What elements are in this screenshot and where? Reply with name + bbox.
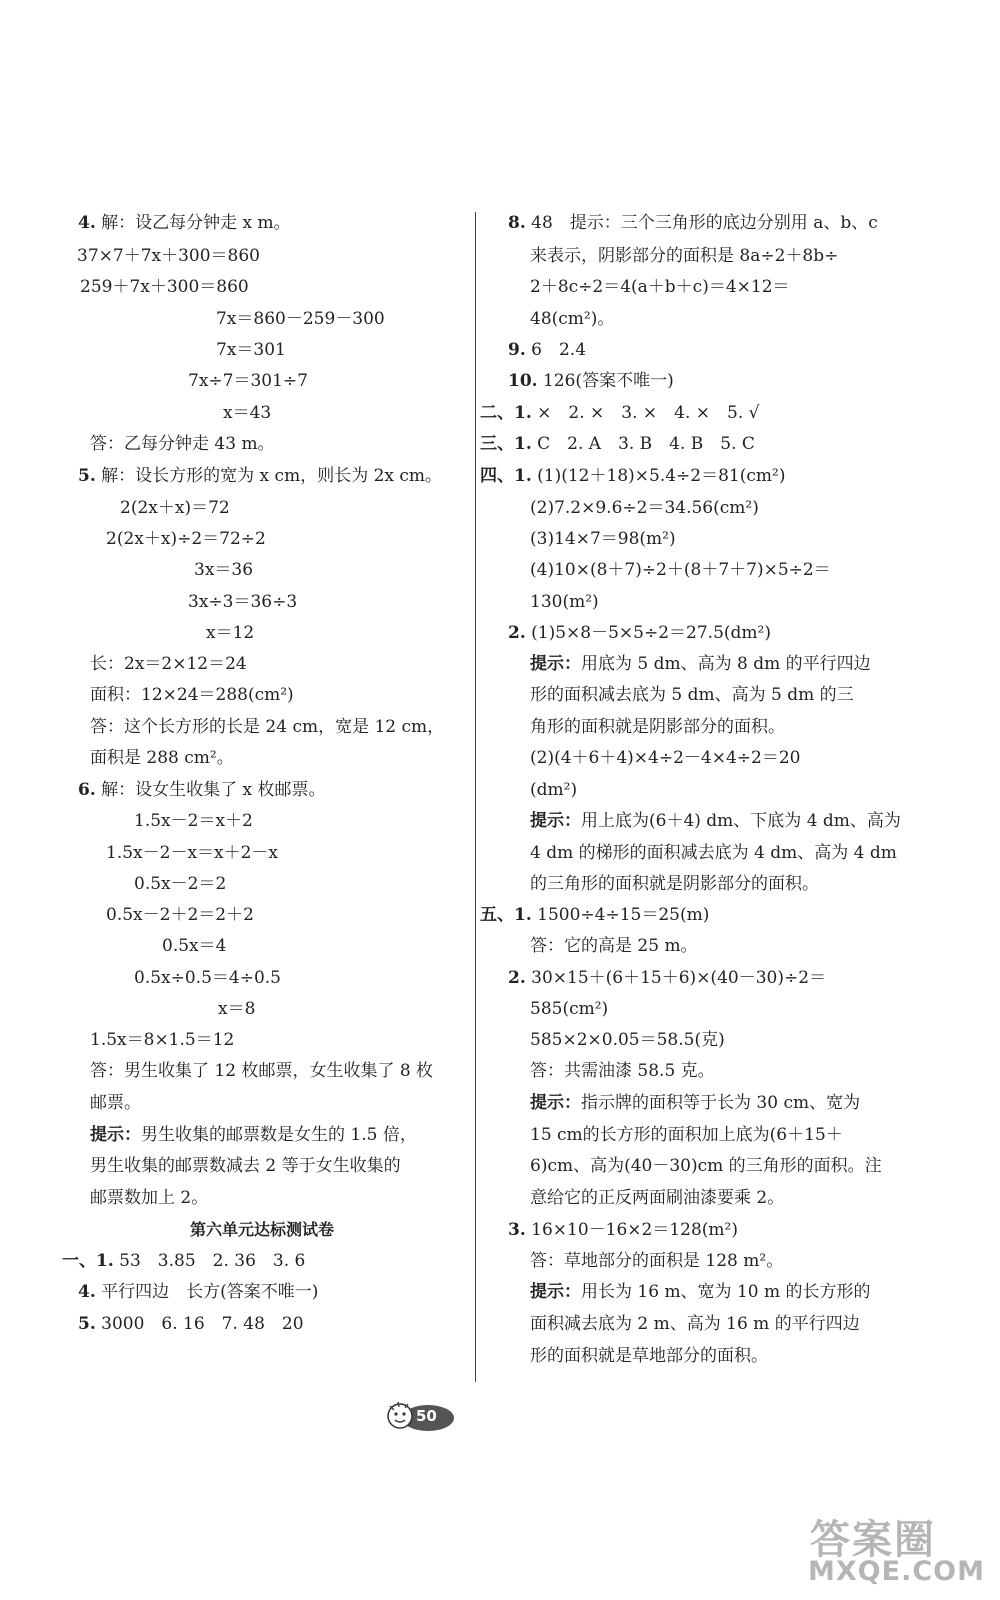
left-line: [90, 1092, 141, 1114]
hint-label: 提示：: [530, 1282, 581, 1302]
line-text: (2)7.2×9.6÷2＝34.56(cm²): [530, 498, 759, 518]
line-text: x＝12: [206, 623, 255, 643]
line-text: 3x÷3＝36÷3: [188, 592, 298, 612]
right-line: [530, 559, 831, 581]
line-text: 指示牌的面积等于长为 30 cm、宽为: [581, 1093, 861, 1113]
right-line: [530, 873, 819, 895]
right-line: [480, 904, 709, 926]
line-text: 面积减去底为 2 m、高为 16 m 的平行四边: [530, 1314, 860, 1334]
right-line: [508, 967, 826, 989]
line-text: 男生收集的邮票数是女生的 1.5 倍，: [141, 1125, 417, 1145]
item-number: 五、1.: [480, 905, 532, 925]
left-line: [188, 370, 308, 392]
left-line: [120, 497, 230, 519]
line-text: 2(2x＋x)＝72: [120, 498, 230, 518]
line-text: x＝43: [223, 403, 272, 423]
item-number: 4.: [78, 1282, 96, 1302]
line-text: 意给它的正反两面刷油漆要乘 2。: [530, 1188, 785, 1208]
line-text: 1500÷4÷15＝25(m): [537, 905, 710, 925]
line-text: 平行四边 长方(答案不唯一): [101, 1282, 319, 1302]
line-text: 解：设乙每分钟走 x m。: [101, 213, 291, 233]
hint-label: 提示：: [530, 654, 581, 674]
page-number: 50: [416, 1407, 437, 1425]
line-text: 0.5x÷0.5＝4÷0.5: [134, 968, 281, 988]
item-number: 6.: [78, 780, 96, 800]
right-line: [508, 370, 674, 392]
right-line: [508, 212, 878, 234]
left-line: [134, 810, 253, 832]
line-text: 用底为 5 dm、高为 8 dm 的平行四边: [581, 654, 871, 674]
line-text: 30×15＋(6＋15＋6)×(40－30)÷2＝: [531, 968, 827, 988]
right-line: [530, 779, 577, 801]
right-line: [508, 622, 771, 644]
left-line: [90, 653, 247, 675]
item-number: 四、1.: [480, 466, 532, 486]
left-line: [90, 1060, 433, 1082]
line-text: 53 3.85 2. 36 3. 6: [119, 1251, 306, 1271]
line-text: 37×7＋7x＋300＝860: [77, 246, 260, 266]
line-text: × 2. × 3. × 4. × 5. √: [537, 403, 760, 423]
right-line: [530, 276, 790, 298]
line-text: 用长为 16 m、宽为 10 m 的长方形的: [581, 1282, 871, 1302]
line-text: 3x＝36: [194, 560, 254, 580]
line-text: 答：这个长方形的长是 24 cm，宽是 12 cm，: [90, 717, 445, 737]
left-line: [62, 1250, 305, 1272]
left-line: [78, 1281, 318, 1303]
line-text: 1.5x－2＝x＋2: [134, 811, 253, 831]
line-text: 形的面积减去底为 5 dm、高为 5 dm 的三: [530, 685, 854, 705]
right-line: [530, 998, 608, 1020]
item-number: 3.: [508, 1220, 526, 1240]
left-line: [78, 212, 291, 234]
left-line: [90, 433, 275, 455]
left-line: [90, 716, 444, 738]
right-line: [530, 1155, 882, 1177]
item-number: 一、1.: [62, 1251, 114, 1271]
right-line: [530, 810, 901, 832]
right-line: [530, 1187, 784, 1209]
item-number: 5.: [78, 1314, 96, 1334]
line-text: (2)(4＋6＋4)×4÷2－4×4÷2＝20: [530, 748, 801, 768]
line-text: 2＋8c÷2＝4(a＋b＋c)＝4×12＝: [530, 277, 790, 297]
line-text: 的三角形的面积就是阴影部分的面积。: [530, 874, 819, 894]
line-text: 答：它的高是 25 m。: [530, 936, 698, 956]
hint-label: 提示：: [530, 1093, 581, 1113]
right-line: [530, 497, 759, 519]
right-line: [530, 716, 785, 738]
line-text: (4)10×(8＋7)÷2＋(8＋7＋7)×5÷2＝: [530, 560, 831, 580]
item-number: 4.: [78, 213, 96, 233]
left-line: [106, 904, 254, 926]
left-line: [78, 779, 326, 801]
right-line: [508, 339, 586, 361]
line-text: 答：乙每分钟走 43 m。: [90, 434, 275, 454]
left-line: [90, 1155, 401, 1177]
line-text: 用上底为(6＋4) dm、下底为 4 dm、高为: [581, 811, 901, 831]
right-line: [530, 1029, 725, 1051]
left-line: [188, 591, 297, 613]
watermark-url: MXQE.COM: [808, 1556, 985, 1587]
line-text: 16×10－16×2＝128(m²): [531, 1220, 739, 1240]
right-line: [530, 842, 897, 864]
left-line: [78, 465, 442, 487]
left-line: [162, 935, 226, 957]
line-text: 来表示，阴影部分的面积是 8a÷2＋8b÷: [530, 246, 839, 266]
hint-label: 提示：: [530, 811, 581, 831]
right-line: [530, 747, 800, 769]
line-text: 585(cm²): [530, 999, 609, 1019]
left-line: [106, 528, 266, 550]
left-line: [90, 1029, 234, 1051]
left-line: [106, 842, 278, 864]
line-text: 解：设女生收集了 x 枚邮票。: [101, 780, 326, 800]
right-line: [530, 1250, 783, 1272]
line-text: (dm²): [530, 780, 578, 800]
line-text: 面积是 288 cm²。: [90, 748, 234, 768]
line-text: 259＋7x＋300＝860: [80, 277, 249, 297]
line-text: 3000 6. 16 7. 48 20: [101, 1314, 304, 1334]
right-line: [530, 591, 599, 613]
line-text: 6)cm、高为(40－30)cm 的三角形的面积。注: [530, 1156, 882, 1176]
right-line: [530, 1092, 860, 1114]
left-line: [218, 998, 255, 1020]
left-line: [206, 622, 254, 644]
right-line: [530, 1345, 768, 1367]
right-line: [530, 684, 854, 706]
item-number: 9.: [508, 340, 526, 360]
item-number: 二、1.: [480, 403, 532, 423]
right-line: [530, 1060, 715, 1082]
item-number: 2.: [508, 968, 526, 988]
left-line: [80, 276, 249, 298]
line-text: 邮票。: [90, 1093, 141, 1113]
item-number: 2.: [508, 623, 526, 643]
line-text: (3)14×7＝98(m²): [530, 529, 676, 549]
line-text: 48 提示：三个三角形的底边分别用 a、b、c: [531, 213, 878, 233]
line-text: 0.5x－2＝2: [134, 874, 227, 894]
left-line: [90, 1187, 208, 1209]
left-line: [90, 684, 294, 706]
line-text: 130(m²): [530, 592, 599, 612]
item-number: 5.: [78, 466, 96, 486]
line-text: 0.5x－2＋2＝2＋2: [106, 905, 254, 925]
right-line: [480, 465, 785, 487]
watermark-title: 答案圈: [810, 1517, 936, 1563]
line-text: 2(2x＋x)÷2＝72÷2: [106, 529, 266, 549]
left-line: [216, 339, 286, 361]
line-text: 形的面积就是草地部分的面积。: [530, 1346, 768, 1366]
left-line: [90, 747, 234, 769]
right-line: [480, 433, 755, 455]
line-text: 1.5x－2－x＝x＋2－x: [106, 843, 279, 863]
line-text: 答：男生收集了 12 枚邮票，女生收集了 8 枚: [90, 1061, 434, 1081]
right-line: [530, 653, 871, 675]
right-line: [480, 402, 759, 424]
line-text: x＝8: [218, 999, 256, 1019]
line-text: C 2. A 3. B 4. B 5. C: [537, 434, 755, 454]
left-line: [194, 559, 253, 581]
line-text: 7x＝860－259－300: [216, 309, 385, 329]
item-number: 8.: [508, 213, 526, 233]
left-line: [216, 308, 385, 330]
column-divider: [475, 212, 476, 1382]
line-text: 解：设长方形的宽为 x cm，则长为 2x cm。: [101, 466, 443, 486]
line-text: 答：草地部分的面积是 128 m²。: [530, 1251, 784, 1271]
left-line: [78, 1313, 304, 1335]
line-text: 面积：12×24＝288(cm²): [90, 685, 294, 705]
right-line: [530, 308, 614, 330]
right-line: [508, 1219, 738, 1241]
line-text: 15 cm的长方形的面积加上底为(6＋15＋: [530, 1125, 843, 1145]
hint-label: 提示：: [90, 1125, 141, 1145]
line-text: 0.5x＝4: [162, 936, 227, 956]
left-line: [190, 1219, 334, 1241]
left-line: [90, 1124, 417, 1146]
line-text: 7x÷7＝301÷7: [188, 371, 308, 391]
line-text: 585×2×0.05＝58.5(克): [530, 1030, 725, 1050]
line-text: (1)5×8－5×5÷2＝27.5(dm²): [531, 623, 771, 643]
left-line: [223, 402, 271, 424]
line-text: 1.5x＝8×1.5＝12: [90, 1030, 235, 1050]
line-text: 邮票数加上 2。: [90, 1188, 209, 1208]
right-line: [530, 1124, 843, 1146]
left-line: [134, 873, 226, 895]
section-title: 第六单元达标测试卷: [190, 1220, 335, 1239]
left-line: [77, 245, 260, 267]
line-text: 长：2x＝2×12＝24: [90, 654, 247, 674]
right-line: [530, 935, 698, 957]
line-text: 角形的面积就是阴影部分的面积。: [530, 717, 785, 737]
right-line: [530, 1313, 860, 1335]
right-line: [530, 1281, 871, 1303]
line-text: 126(答案不唯一): [542, 371, 674, 391]
item-number: 三、1.: [480, 434, 532, 454]
line-text: 4 dm 的梯形的面积减去底为 4 dm、高为 4 dm: [530, 843, 897, 863]
line-text: 6 2.4: [531, 340, 587, 360]
line-text: 男生收集的邮票数减去 2 等于女生收集的: [90, 1156, 401, 1176]
line-text: (1)(12＋18)×5.4÷2＝81(cm²): [537, 466, 786, 486]
line-text: 48(cm²)。: [530, 309, 615, 329]
right-line: [530, 245, 838, 267]
line-text: 答：共需油漆 58.5 克。: [530, 1061, 715, 1081]
line-text: 7x＝301: [216, 340, 286, 360]
item-number: 10.: [508, 371, 538, 391]
right-line: [530, 528, 676, 550]
left-line: [134, 967, 281, 989]
